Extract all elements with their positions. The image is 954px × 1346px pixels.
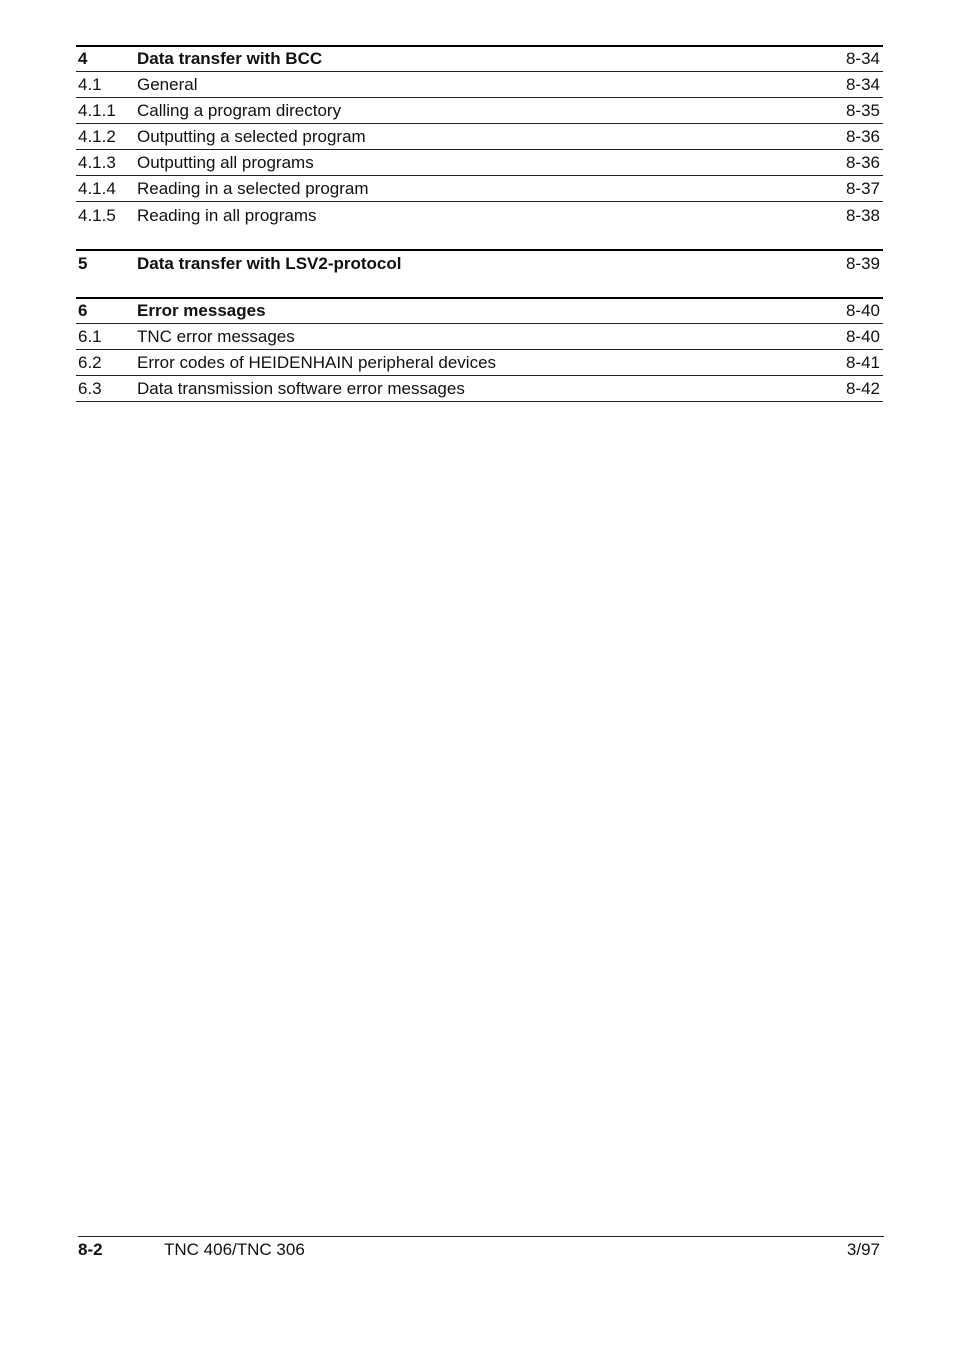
page-number: 8-39 [845, 254, 880, 273]
toc-row[interactable] [76, 98, 883, 124]
section-number: 4.1.3 [78, 153, 116, 172]
section-title: Outputting all programs [137, 153, 314, 172]
page-number: 8-41 [845, 353, 880, 372]
section-title: Reading in all programs [137, 206, 317, 225]
section-number: 4.1.4 [78, 179, 116, 198]
section-title: Error codes of HEIDENHAIN peripheral devices [137, 353, 497, 372]
toc-heading-row[interactable] [76, 45, 883, 72]
page-number: 8-40 [845, 327, 880, 346]
toc-heading-row[interactable] [76, 249, 883, 276]
toc-row[interactable] [76, 324, 883, 350]
toc-row[interactable] [76, 72, 883, 98]
toc-row[interactable] [76, 376, 883, 402]
page-number: 8-40 [845, 301, 880, 320]
page-number: 8-35 [845, 101, 880, 120]
section-number: 4 [78, 49, 88, 68]
section-title: Outputting a selected program [137, 127, 366, 146]
table-of-contents [76, 45, 883, 423]
toc-section-6 [76, 297, 883, 402]
section-title: Data transfer with BCC [137, 49, 323, 68]
toc-row[interactable] [76, 350, 883, 376]
section-number: 5 [78, 254, 88, 273]
section-number: 6 [78, 301, 88, 320]
section-title: Error messages [137, 301, 266, 320]
toc-heading-row[interactable] [76, 297, 883, 324]
section-title: General [137, 75, 198, 94]
section-number: 6.3 [78, 379, 102, 398]
footer-page-number: 8-2 [78, 1240, 103, 1259]
section-number: 4.1 [78, 75, 102, 94]
page-number: 8-42 [845, 379, 880, 398]
page-number: 8-36 [845, 127, 880, 146]
section-title: Calling a program directory [137, 101, 342, 120]
toc-row[interactable] [76, 202, 883, 228]
page-number: 8-34 [845, 49, 880, 68]
section-number: 4.1.5 [78, 206, 116, 225]
toc-row[interactable] [76, 176, 883, 202]
section-number: 6.2 [78, 353, 102, 372]
section-number: 4.1.2 [78, 127, 116, 146]
toc-section-5 [76, 249, 883, 276]
toc-row[interactable] [76, 150, 883, 176]
footer-date: 3/97 [846, 1240, 880, 1259]
page-number: 8-37 [845, 179, 880, 198]
toc-row[interactable] [76, 124, 883, 150]
footer-model: TNC 406/TNC 306 [164, 1240, 305, 1259]
page-number: 8-34 [845, 75, 880, 94]
section-title: Data transfer with LSV2-protocol [137, 254, 402, 273]
page-number: 8-36 [845, 153, 880, 172]
section-title: Data transmission software error messages [137, 379, 465, 398]
section-title: Reading in a selected program [137, 179, 369, 198]
page-footer [78, 1236, 884, 1260]
section-number: 6.1 [78, 327, 102, 346]
page-number: 8-38 [845, 206, 880, 225]
toc-section-4 [76, 45, 883, 228]
section-title: TNC error messages [137, 327, 295, 346]
section-number: 4.1.1 [78, 101, 116, 120]
